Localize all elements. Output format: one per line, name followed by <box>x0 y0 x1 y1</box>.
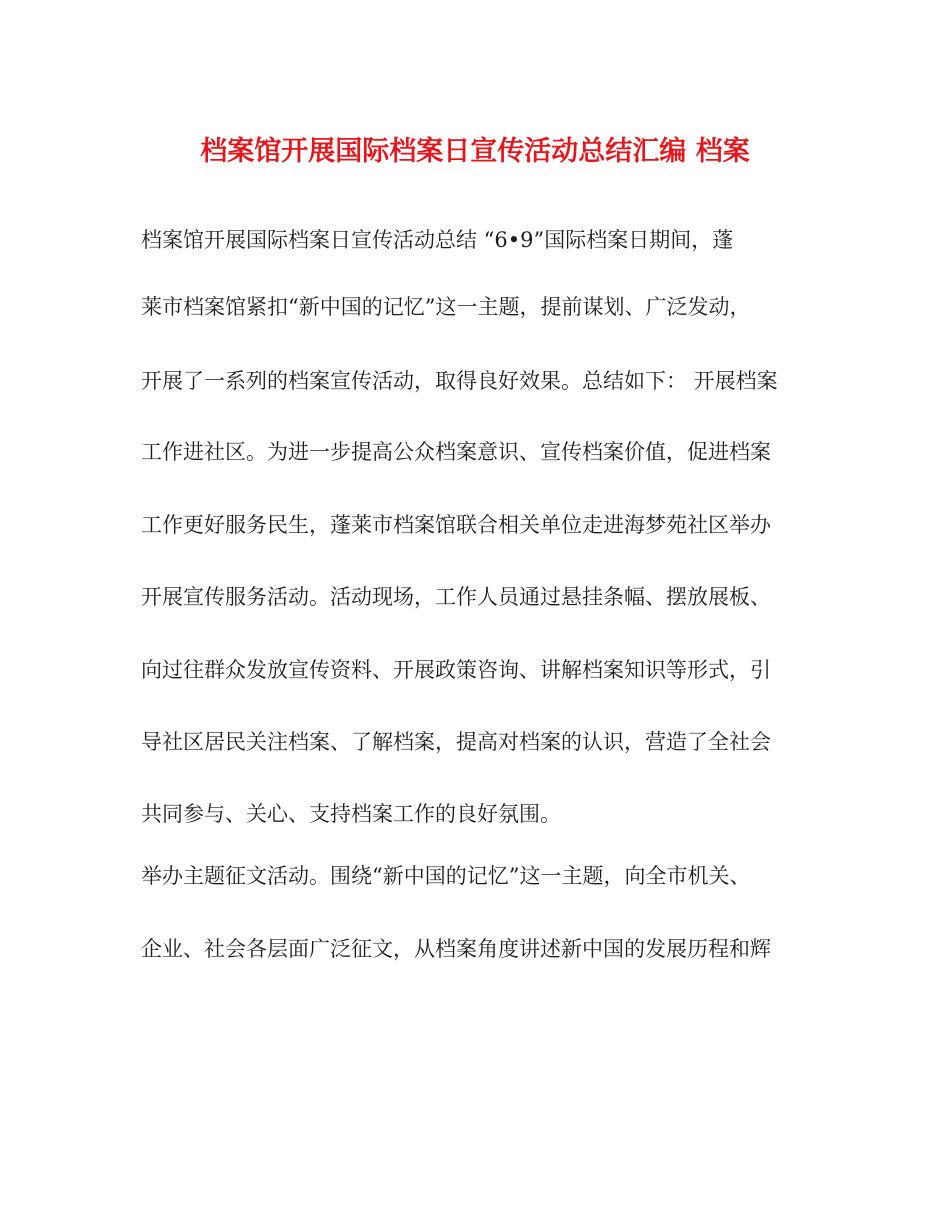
paragraph-line: 导社区居民关注档案、了解档案，提高对档案的认识，营造了全社会 <box>141 730 771 754</box>
paragraph-line: 档案馆开展国际档案日宣传活动总结 “6•9”国际档案日期间，蓬 <box>141 228 734 252</box>
paragraph-line: 共同参与、关心、支持档案工作的良好氛围。 <box>141 802 561 826</box>
paragraph-line: 开展了一系列的档案宣传活动，取得良好效果。总结如下： 开展档案 <box>141 369 778 393</box>
paragraph-line: 开展宣传服务活动。活动现场，工作人员通过悬挂条幅、摆放展板、 <box>141 585 771 609</box>
document-title: 档案馆开展国际档案日宣传活动总结汇编 档案 <box>200 136 750 167</box>
paragraph-line: 工作进社区。为进一步提高公众档案意识、宣传档案价值，促进档案 <box>141 440 771 464</box>
paragraph-line: 企业、社会各层面广泛征文，从档案角度讲述新中国的发展历程和辉 <box>141 937 771 961</box>
paragraph-line: 举办主题征文活动。围绕“新中国的记忆”这一主题，向全市机关、 <box>141 864 751 888</box>
paragraph-line: 向过往群众发放宣传资料、开展政策咨询、讲解档案知识等形式，引 <box>141 658 771 682</box>
paragraph-line: 莱市档案馆紧扣“新中国的记忆”这一主题，提前谋划、广泛发动， <box>141 295 751 319</box>
paragraph-line: 工作更好服务民生，蓬莱市档案馆联合相关单位走进海梦苑社区举办 <box>141 513 771 537</box>
